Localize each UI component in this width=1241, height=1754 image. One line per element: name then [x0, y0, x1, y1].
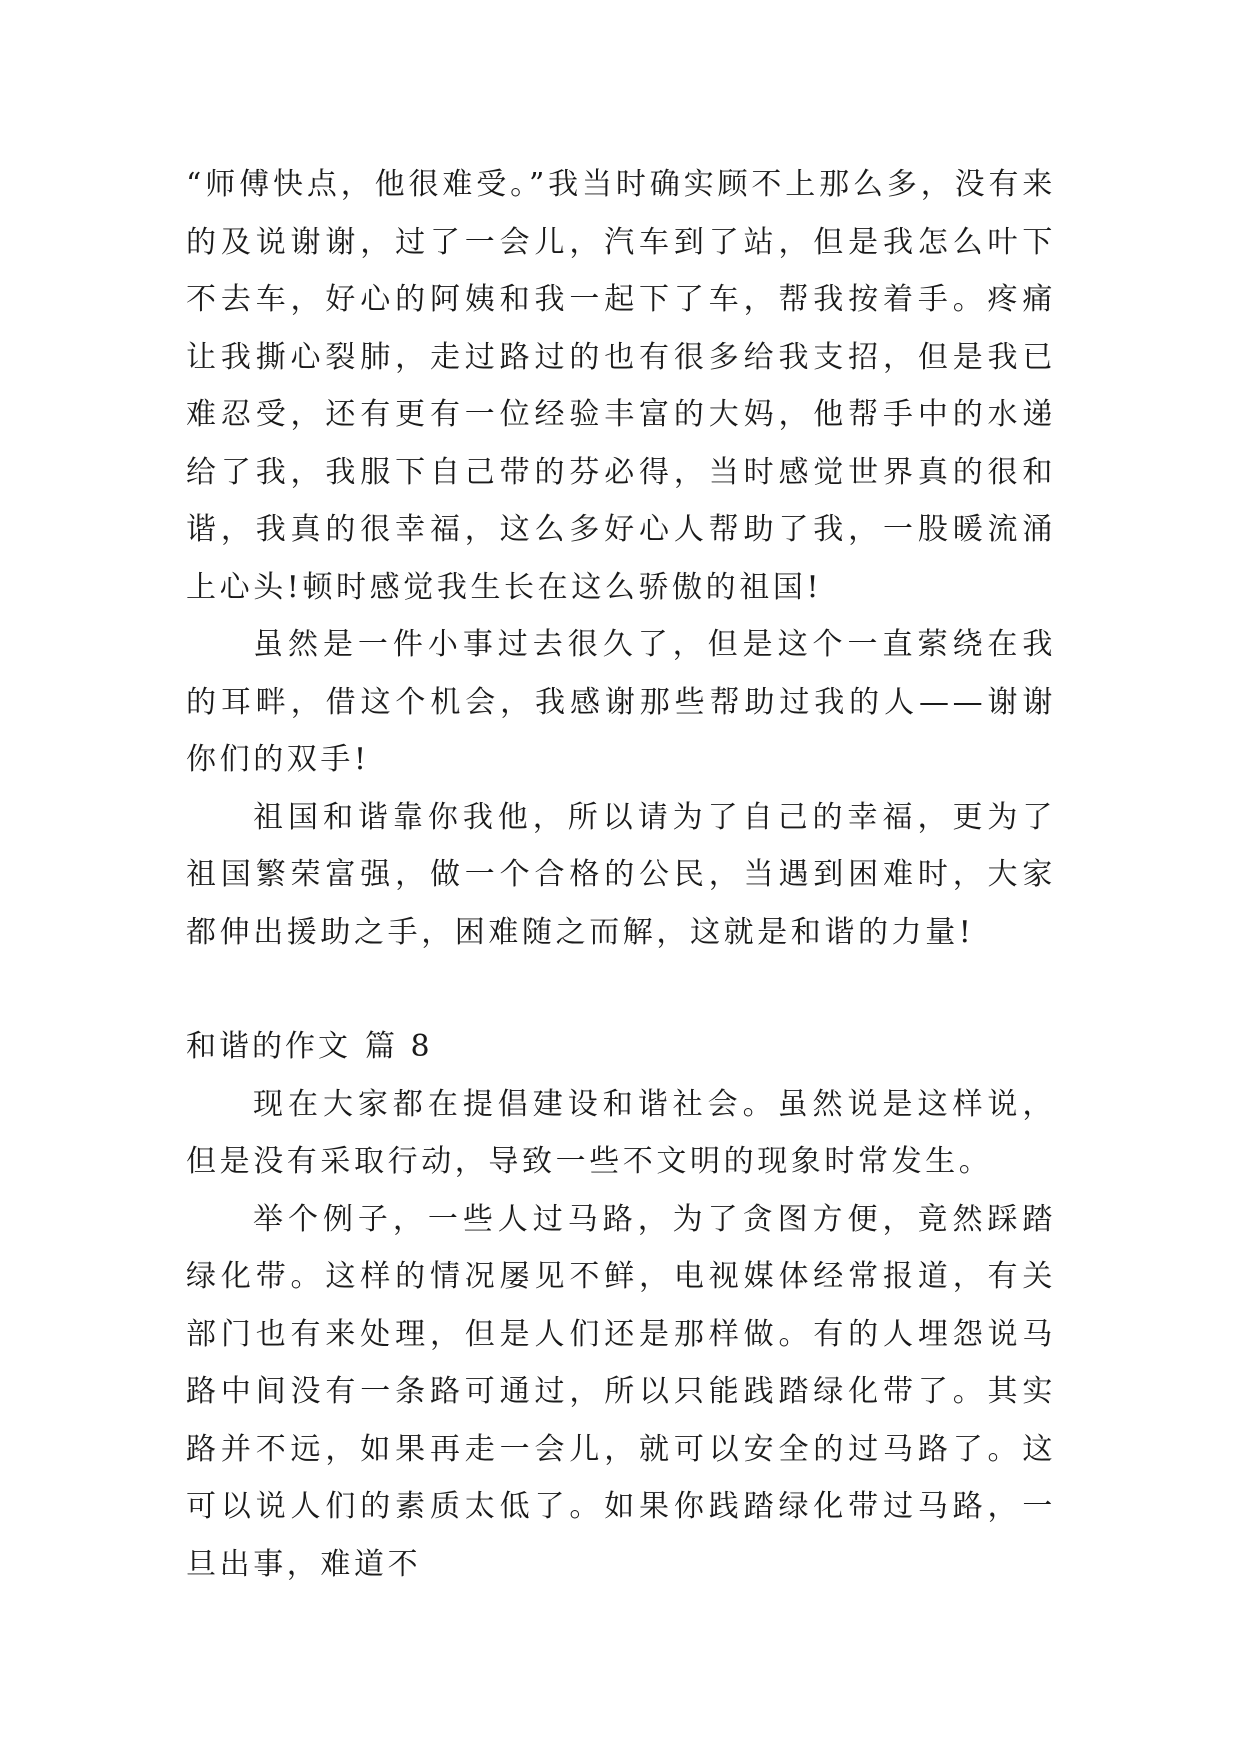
paragraph-3: 祖国和谐靠你我他，所以请为了自己的幸福，更为了祖国繁荣富强，做一个合格的公民，当遇到困难时，大家都伸出援助之手，困难随之而解，这就是和谐的力量!: [186, 799, 1056, 950]
paragraph-5: 举个例子，一些人过马路，为了贪图方便，竟然踩踏绿化带。这样的情况屡见不鲜，电视媒体经常报道，有关部门也有来处理，但是人们还是那样做。有的人埋怨说马路中间没有一条路可通过，所以只能践踏绿化带了。其实路并不远，如果再走一会儿，就可以安全的过马路了。这可以说人们的素质太低了。如果你践踏绿化带过马路，一旦出事，难道不: [186, 1201, 1056, 1582]
document-page: [186, 156, 1056, 1593]
paragraph-1: “师傅快点，他很难受。”我当时确实顾不上那么多，没有来的及说谢谢，过了一会儿，汽车到了站，但是我怎么叶下不去车，好心的阿姨和我一起下了车，帮我按着手。疼痛让我撕心裂肺，走过路过的也有很多给我支招，但是我已难忍受，还有更有一位经验丰富的大妈，他帮手中的水递给了我，我服下自己带的芬必得，当时感觉世界真的很和谐，我真的很幸福，这么多好心人帮助了我，一股暖流涌上心头!顿时感觉我生长在这么骄傲的祖国!: [186, 167, 1056, 605]
section-number: 篇 8: [365, 1029, 433, 1064]
section-title-text: 和谐的作文: [186, 1029, 351, 1064]
paragraph-2: 虽然是一件小事过去很久了，但是这个一直萦绕在我的耳畔，借这个机会，我感谢那些帮助过我的人——谢谢你们的双手!: [186, 627, 1056, 777]
paragraph-4: 现在大家都在提倡建设和谐社会。虽然说是这样说，但是没有采取行动，导致一些不文明的现象时常发生。: [186, 1086, 1056, 1179]
section-heading: [186, 1018, 1056, 1076]
